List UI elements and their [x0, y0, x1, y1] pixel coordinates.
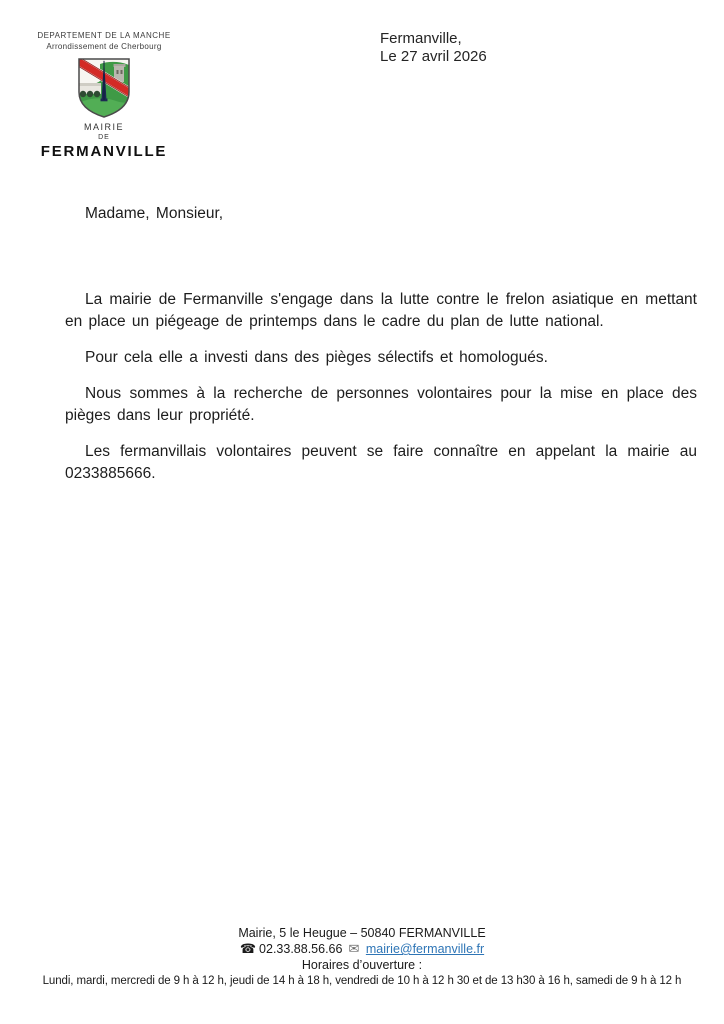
email-link[interactable]: mairie@fermanville.fr: [365, 942, 485, 956]
letter-body: [65, 203, 697, 499]
letterhead: [28, 30, 180, 160]
footer: [0, 925, 724, 989]
de-label: DE: [98, 134, 110, 141]
footer-contact: [0, 941, 724, 957]
mairie-label: MAIRIE: [83, 122, 124, 132]
dateline: [380, 30, 487, 66]
footer-address: Mairie, 5 le Heugue – 50840 FERMANVILLE: [238, 926, 486, 940]
hours-label: Horaires d’ouverture :: [301, 958, 423, 972]
date-value: Le 27 avril 2026: [380, 48, 487, 65]
paragraph-contact-mairie: Les fermanvillais volontaires peuvent se faire connaître en appelant la mairie au 0233885666.: [65, 443, 697, 482]
email-icon: ✉: [348, 941, 360, 956]
commune-name: FERMANVILLE: [40, 143, 168, 160]
coat-of-arms-icon: [76, 56, 132, 120]
hours-value: Lundi, mardi, mercredi de 9 h à 12 h, jeudi de 14 h à 18 h, vendredi de 10 h à 12 h 30 et de 13 h30 à 16 h, samedi de 9 h à 12 h: [42, 975, 682, 987]
paragraph-frelon-asiatique: La mairie de Fermanville s'engage dans la lutte contre le frelon asiatique en mettant en place un piégeage de printemps dans le cadre du plan de lutte national.: [65, 291, 697, 330]
arrondissement-name: Arrondissement de Cherbourg: [46, 42, 162, 51]
phone-number: 02.33.88.56.66: [259, 942, 343, 956]
paragraph-pieges-homologues: Pour cela elle a investi dans des pièges sélectifs et homologués.: [85, 349, 548, 366]
date-place: Fermanville,: [380, 30, 462, 47]
paragraph-recherche-volontaires: Nous sommes à la recherche de personnes volontaires pour la mise en place des pièges dans leur propriété.: [65, 385, 697, 424]
department-name: DEPARTEMENT DE LA MANCHE: [37, 31, 171, 40]
phone-icon: ☎: [239, 941, 257, 956]
salutation: Madame, Monsieur,: [85, 205, 224, 222]
